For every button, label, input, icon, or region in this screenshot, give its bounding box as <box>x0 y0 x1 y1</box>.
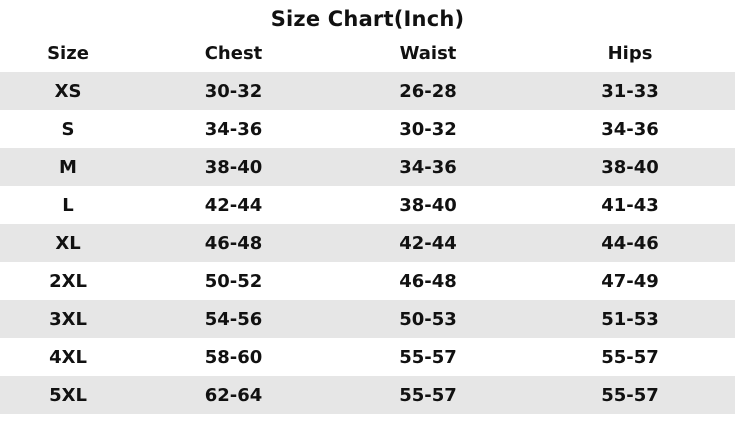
page-title: Size Chart(Inch) <box>270 7 465 31</box>
table-header-row <box>0 35 735 72</box>
table-row <box>0 186 735 224</box>
cell-waist: 55-57 <box>331 338 525 376</box>
cell-waist: 46-48 <box>331 262 525 300</box>
cell-hips: 38-40 <box>525 148 735 186</box>
column-header-size: Size <box>0 35 136 72</box>
cell-hips: 34-36 <box>525 110 735 148</box>
cell-waist: 34-36 <box>331 148 525 186</box>
cell-chest: 30-32 <box>136 72 331 110</box>
cell-hips: 55-57 <box>525 376 735 414</box>
cell-waist: 50-53 <box>331 300 525 338</box>
table-row <box>0 262 735 300</box>
cell-chest: 34-36 <box>136 110 331 148</box>
cell-waist: 30-32 <box>331 110 525 148</box>
cell-chest: 62-64 <box>136 376 331 414</box>
cell-size: 4XL <box>0 338 136 376</box>
cell-size: L <box>0 186 136 224</box>
cell-waist: 38-40 <box>331 186 525 224</box>
table-row <box>0 300 735 338</box>
cell-size: XS <box>0 72 136 110</box>
table-row <box>0 148 735 186</box>
cell-waist: 42-44 <box>331 224 525 262</box>
cell-waist: 55-57 <box>331 376 525 414</box>
table-row <box>0 224 735 262</box>
cell-size: 2XL <box>0 262 136 300</box>
cell-chest: 42-44 <box>136 186 331 224</box>
cell-chest: 50-52 <box>136 262 331 300</box>
table-row <box>0 110 735 148</box>
column-header-chest: Chest <box>136 35 331 72</box>
table-row <box>0 376 735 414</box>
cell-hips: 41-43 <box>525 186 735 224</box>
cell-hips: 51-53 <box>525 300 735 338</box>
cell-size: XL <box>0 224 136 262</box>
cell-chest: 54-56 <box>136 300 331 338</box>
column-header-hips: Hips <box>525 35 735 72</box>
cell-hips: 55-57 <box>525 338 735 376</box>
cell-size: M <box>0 148 136 186</box>
cell-hips: 44-46 <box>525 224 735 262</box>
size-chart-table <box>0 35 735 414</box>
column-header-waist: Waist <box>331 35 525 72</box>
table-row <box>0 72 735 110</box>
cell-hips: 31-33 <box>525 72 735 110</box>
cell-size: 3XL <box>0 300 136 338</box>
cell-size: S <box>0 110 136 148</box>
cell-chest: 46-48 <box>136 224 331 262</box>
cell-size: 5XL <box>0 376 136 414</box>
cell-chest: 38-40 <box>136 148 331 186</box>
cell-waist: 26-28 <box>331 72 525 110</box>
table-row <box>0 338 735 376</box>
cell-chest: 58-60 <box>136 338 331 376</box>
cell-hips: 47-49 <box>525 262 735 300</box>
